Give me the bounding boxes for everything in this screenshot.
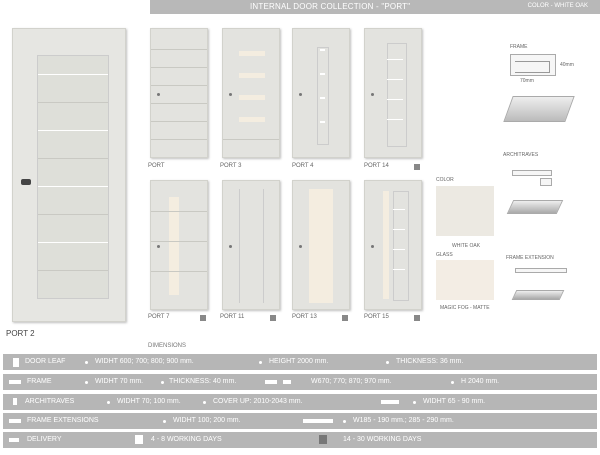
frame-extension-icon — [9, 419, 21, 423]
main-door-port-2[interactable] — [12, 28, 126, 322]
door-leaf-icon — [13, 358, 19, 367]
door-handle-icon — [157, 93, 160, 96]
white-oak-swatch[interactable] — [436, 186, 494, 236]
frame-dim-thickness: 40mm — [560, 62, 574, 68]
spec-row-door-leaf — [3, 354, 597, 370]
finish-swatch-icon — [414, 164, 420, 170]
door-label-port-11: PORT 11 — [220, 314, 245, 320]
frame-thickness: THICKNESS: 40 mm. — [169, 378, 237, 385]
frame-ext-label: FRAME EXTENSIONS — [27, 417, 99, 424]
spec-row-architraves — [3, 394, 597, 410]
delivery-option-1: 4 - 8 WORKING DAYS — [151, 436, 222, 443]
door-label-port-3: PORT 3 — [220, 163, 242, 169]
delivery-label: DELIVERY — [27, 436, 62, 443]
finish-swatch-icon — [270, 315, 276, 321]
architraves-icon — [13, 398, 17, 405]
frame-size-icon — [265, 380, 277, 384]
color-name: WHITE OAK — [452, 243, 481, 249]
header-bar — [150, 0, 600, 14]
frame-profile-icon — [283, 380, 291, 384]
frame-ext-width: WIDHT 100; 200 mm. — [173, 417, 241, 424]
door-leaf-width: WIDHT 600; 700; 800; 900 mm. — [95, 358, 194, 365]
door-leaf-height: HEIGHT 2000 mm. — [269, 358, 329, 365]
delivery-option-white-checkbox[interactable] — [135, 435, 143, 444]
door-label-port: PORT — [148, 163, 165, 169]
architrave-profile-diagram — [512, 170, 552, 176]
door-handle-icon — [229, 245, 232, 248]
glass-name: MAGIC FOG - MATTE — [440, 305, 490, 311]
glass-title: GLASS — [436, 252, 453, 258]
door-label-port-13: PORT 13 — [292, 314, 317, 320]
architraves-title: ARCHITRAVES — [503, 152, 539, 158]
door-handle-icon — [299, 245, 302, 248]
door-port-7[interactable] — [150, 180, 208, 310]
delivery-truck-icon — [9, 438, 19, 442]
frame-label: FRAME — [27, 378, 52, 385]
door-port-4[interactable] — [292, 28, 350, 158]
collection-title: INTERNAL DOOR COLLECTION - "PORT" — [250, 2, 411, 11]
architraves-width: WIDHT 70; 100 mm. — [117, 398, 181, 405]
architraves-width-2: WIDHT 65 - 90 mm. — [423, 398, 486, 405]
door-port-11[interactable] — [222, 180, 280, 310]
door-port[interactable] — [150, 28, 208, 158]
door-label-port-4: PORT 4 — [292, 163, 314, 169]
delivery-option-2: 14 - 30 WORKING DAYS — [343, 436, 422, 443]
frame-width: WIDHT 70 mm. — [95, 378, 144, 385]
spec-row-frame-extensions — [3, 413, 597, 429]
architraves-cover: COVER UP: 2010-2043 mm. — [213, 398, 303, 405]
frame-ext-w: W185 - 190 mm.; 285 - 290 mm. — [353, 417, 454, 424]
door-leaf-label: DOOR LEAF — [25, 358, 66, 365]
color-title: COLOR — [436, 177, 454, 183]
frame-dim-width: 70mm — [520, 78, 534, 84]
frame-extension-3d — [512, 290, 565, 300]
door-port-15[interactable] — [364, 180, 422, 310]
door-port-13[interactable] — [292, 180, 350, 310]
glass-swatch[interactable] — [436, 260, 494, 300]
door-handle-icon — [371, 93, 374, 96]
door-port-3[interactable] — [222, 28, 280, 158]
architrave-width-icon — [381, 400, 399, 404]
door-handle-icon — [157, 245, 160, 248]
door-label-port-7: PORT 7 — [148, 314, 170, 320]
door-handle-icon — [371, 245, 374, 248]
architrave-small-profile — [540, 178, 552, 186]
dimensions-caption: DIMENSIONS — [148, 343, 187, 349]
frame-extension-diagram — [515, 268, 567, 273]
finish-swatch-icon — [200, 315, 206, 321]
door-handle-icon — [229, 93, 232, 96]
frame-extension-title: FRAME EXTENSION — [506, 255, 554, 261]
finish-swatch-icon — [342, 315, 348, 321]
frame-profile-3d — [503, 96, 574, 122]
door-label-port-14: PORT 14 — [364, 163, 389, 169]
spec-row-frame — [3, 374, 597, 390]
architraves-label: ARCHITRAVES — [25, 398, 75, 405]
architrave-3d — [507, 200, 564, 214]
color-note: COLOR - WHITE OAK — [527, 3, 588, 9]
door-handle-icon — [21, 179, 31, 185]
door-panel-glazing — [37, 55, 109, 299]
spec-row-delivery — [3, 432, 597, 448]
door-port-14[interactable] — [364, 28, 422, 158]
frame-ext-size-icon — [303, 419, 333, 423]
frame-icon — [9, 380, 21, 384]
finish-swatch-icon — [414, 315, 420, 321]
door-handle-icon — [299, 93, 302, 96]
door-label-port-15: PORT 15 — [364, 314, 389, 320]
door-leaf-thickness: THICKNESS: 36 mm. — [396, 358, 464, 365]
frame-w: W670; 770; 870; 970 mm. — [311, 378, 392, 385]
main-door-label: PORT 2 — [6, 329, 35, 338]
frame-title: FRAME — [510, 44, 528, 50]
delivery-option-grey-checkbox[interactable] — [319, 435, 327, 444]
frame-profile-diagram — [510, 54, 556, 76]
frame-h: H 2040 mm. — [461, 378, 500, 385]
